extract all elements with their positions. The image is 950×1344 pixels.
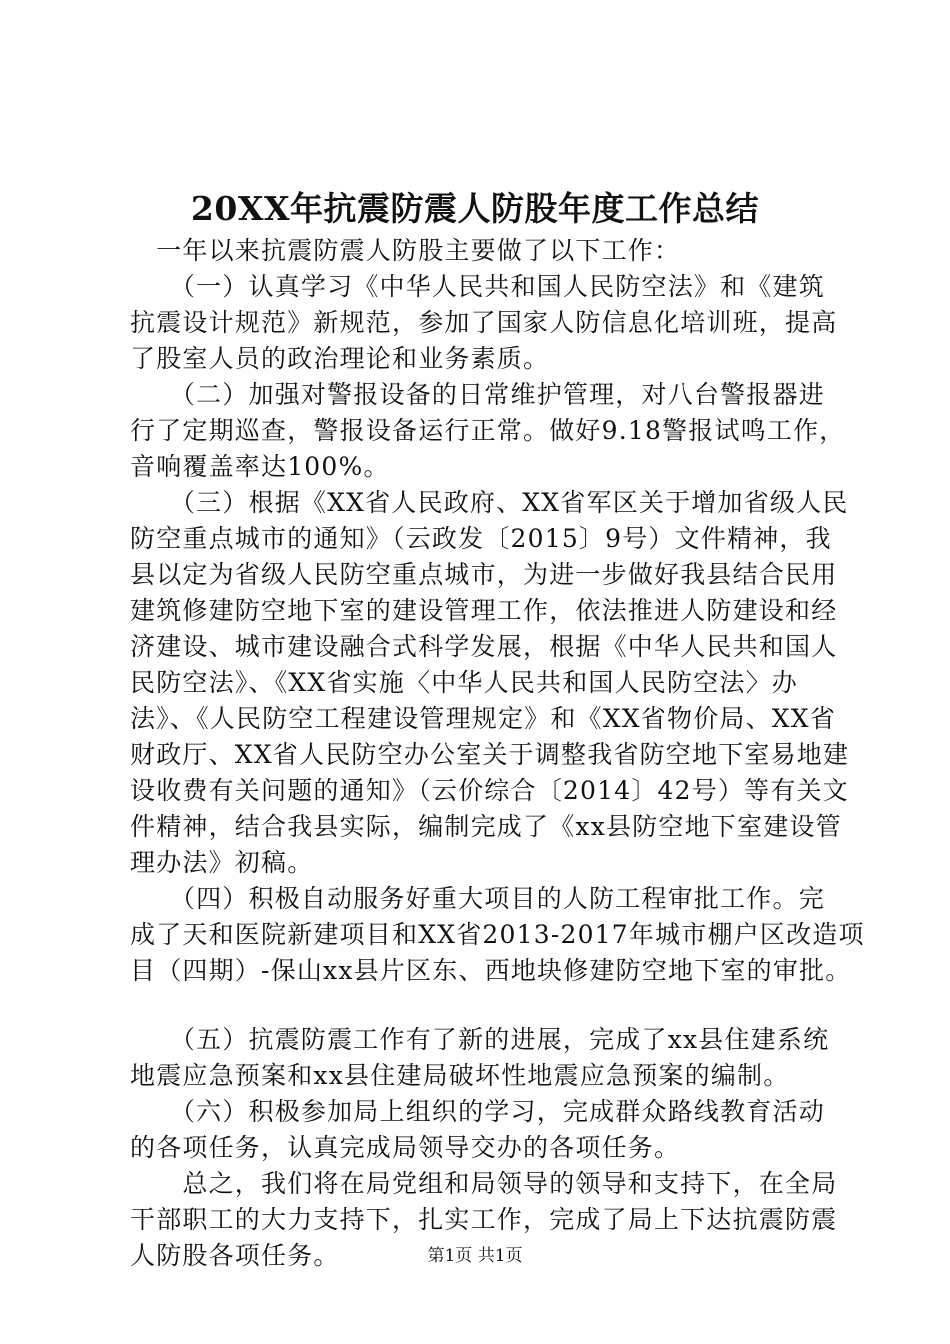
text-line: 建筑修建防空地下室的建设管理工作，依法推进人防建设和经 — [130, 596, 838, 625]
text-line: 音响覆盖率达100%。 — [130, 452, 390, 481]
text-line: 县以定为省级人民防空重点城市，为进一步做好我县结合民用 — [130, 560, 838, 589]
text-line: 成了天和医院新建项目和XX省2013-2017年城市棚户区改造项 — [130, 920, 865, 949]
document-body — [130, 233, 865, 1274]
text-line: （五）抗震防震工作有了新的进展，完成了xx县住建系统 — [130, 1025, 830, 1054]
text-line: （六）积极参加局上组织的学习，完成群众路线教育活动 — [130, 1097, 825, 1126]
text-line: 财政厅、XX省人民防空办公室关于调整我省防空地下室易地建 — [130, 740, 850, 769]
text-line: 人防股各项任务。 — [130, 1241, 340, 1270]
text-line: （三）根据《XX省人民政府、XX省军区关于增加省级人民 — [130, 488, 849, 517]
text-line: 了股室人员的政治理论和业务素质。 — [130, 344, 550, 373]
blank-line — [130, 989, 830, 1022]
text-line: （一）认真学习《中华人民共和国人民防空法》和《建筑 — [130, 272, 825, 301]
text-line: 目（四期）-保山xx县片区东、西地块修建防空地下室的审批。 — [130, 956, 852, 985]
text-line: 的各项任务，认真完成局领导交办的各项任务。 — [130, 1133, 681, 1162]
text-line: （四）积极自动服务好重大项目的人防工程审批工作。完 — [130, 884, 825, 913]
page-footer: 第1页 共1页 — [427, 1246, 523, 1266]
text-line: （二）加强对警报设备的日常维护管理，对八台警报器进 — [130, 380, 825, 409]
text-line: 理办法》初稿。 — [130, 848, 314, 877]
text-line: 一年以来抗震防震人防股主要做了以下工作： — [130, 236, 681, 265]
text-line: 件精神，结合我县实际，编制完成了《xx县防空地下室建设管 — [130, 812, 842, 841]
text-line: 防空重点城市的通知》（云政发〔2015〕9号）文件精神，我 — [130, 524, 832, 553]
text-line: 设收费有关问题的通知》（云价综合〔2014〕42号）等有关文 — [130, 776, 849, 805]
text-line: 民防空法》、《XX省实施〈中华人民共和国人民防空法〉办 — [130, 668, 798, 697]
text-line: 抗震设计规范》新规范，参加了国家人防信息化培训班，提高 — [130, 308, 838, 337]
text-line: 干部职工的大力支持下，扎实工作，完成了局上下达抗震防震 — [130, 1205, 838, 1234]
text-line: 行了定期巡查，警报设备运行正常。做好9.18警报试鸣工作， — [130, 416, 846, 445]
text-line: 法》、《人民防空工程建设管理规定》和《XX省物价局、XX省 — [130, 704, 836, 733]
text-line: 地震应急预案和xx县住建局破坏性地震应急预案的编制。 — [130, 1061, 790, 1090]
text-line: 济建设、城市建设融合式科学发展，根据《中华人民共和国人 — [130, 632, 838, 661]
text-line: 总之，我们将在局党组和局领导的领导和支持下，在全局 — [130, 1169, 838, 1198]
document-title: 20XX年抗震防震人防股年度工作总结 — [190, 189, 760, 228]
